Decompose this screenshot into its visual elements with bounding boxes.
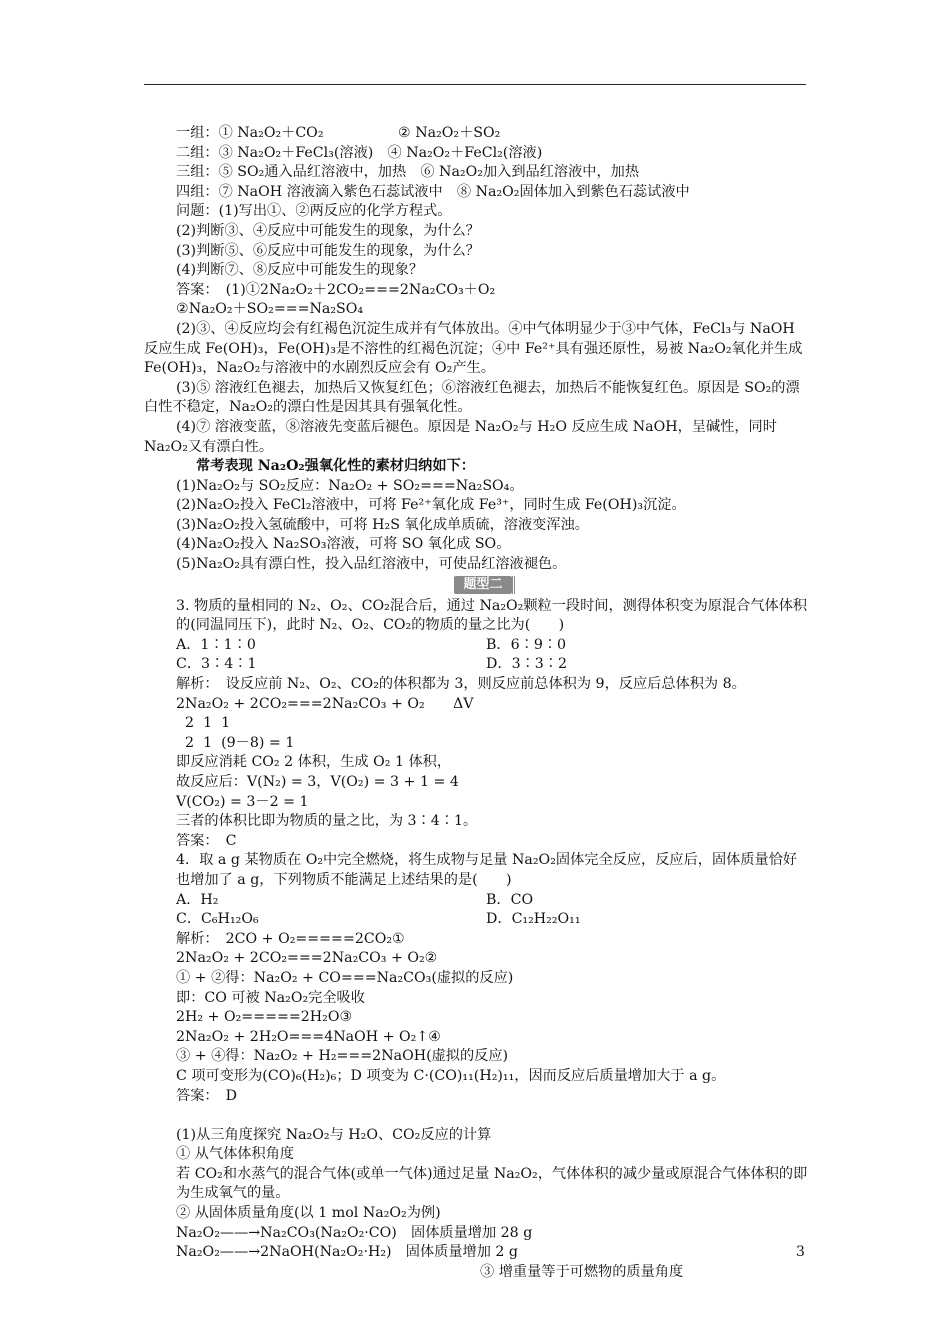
options-row <box>176 910 808 930</box>
text-line: (3)Na₂O₂投入氢硫酸中，可将 H₂S 氧化成单质硫，溶液变浑浊。 <box>176 516 589 533</box>
text-line: ② 从固体质量角度(以 1 mol Na₂O₂为例) <box>176 1205 441 1222</box>
page-number: 3 <box>796 1244 805 1260</box>
text-line: 四组：⑦ NaOH 溶液滴入紫色石蕊试液中 ⑧ Na₂O₂固体加入到紫色石蕊试液中 <box>176 183 690 200</box>
option-d: D．C₁₂H₂₂O₁₁ <box>486 911 581 928</box>
group-1-line <box>176 124 808 144</box>
equation-line: Na₂O₂——→2NaOH(Na₂O₂·H₂) 固体质量增加 2 g <box>176 1244 519 1261</box>
text-line: ② Na₂O₂＋SO₂ <box>398 125 501 141</box>
solution-line: V(CO₂) = 3－2 = 1 <box>176 793 309 810</box>
text-line: ③ 增重量等于可燃物的质量角度 <box>480 1263 684 1280</box>
text-line: 二组：③ Na₂O₂＋FeCl₃(溶液) ④ Na₂O₂＋FeCl₂(溶液) <box>176 144 543 161</box>
solution-line: 故反应后：V(N₂) = 3，V(O₂) = 3 + 1 = 4 <box>176 774 459 790</box>
text-line: 三组：⑤ SO₂通入品红溶液中，加热 ⑥ Na₂O₂加入到品红溶液中，加热 <box>176 164 640 181</box>
option-c: C．3∶4∶1 <box>176 656 257 673</box>
equation-line: ① + ②得：Na₂O₂ + CO===Na₂CO₃(虚拟的反应) <box>176 969 514 986</box>
solution-line: 即反应消耗 CO₂ 2 体积，生成 O₂ 1 体积， <box>176 754 452 771</box>
equation-line: Na₂O₂——→Na₂CO₃(Na₂O₂·CO) 固体质量增加 28 g <box>176 1224 533 1241</box>
paragraph <box>144 418 808 457</box>
option-b: B．6∶9∶0 <box>486 636 567 653</box>
options-row <box>176 655 808 675</box>
text-line: (3)判断⑤、⑥反应中可能发生的现象，为什么？ <box>176 242 480 259</box>
answer-line: 答案： (1)①2Na₂O₂＋2CO₂===2Na₂CO₃＋O₂ <box>176 281 496 298</box>
text-line: ②Na₂O₂＋SO₂===Na₂SO₄ <box>176 301 364 318</box>
text-line: 一组：① Na₂O₂＋CO₂ <box>176 125 324 141</box>
paragraph-text: 若 CO₂和水蒸气的混合气体(或单一气体)通过足量 Na₂O₂，气体体积的减少量或原混合气体体积的即为生成氧气的量。 <box>176 1165 808 1202</box>
answer-line: 答案： D <box>176 1087 238 1104</box>
options-row <box>176 636 808 656</box>
section-badge-row <box>176 575 808 597</box>
question-text: 4．取 a g 某物质在 O₂中完全燃烧，将生成物与足量 Na₂O₂固体完全反应，反应后，固体质量恰好也增加了 a g，下列物质不能满足上述结果的是( ) <box>176 852 798 888</box>
option-c: C．C₆H₁₂O₆ <box>176 911 259 928</box>
text-line: 问题：(1)写出①、②两反应的化学方程式。 <box>176 203 452 220</box>
equation-line: 2 1 1 <box>176 715 231 732</box>
equation-line: 2Na₂O₂ + 2H₂O===4NaOH + O₂↑④ <box>176 1028 441 1045</box>
equation-line: 2 1 (9－8) = 1 <box>176 734 295 751</box>
header-rule <box>144 84 806 85</box>
solution-line: C 项可变形为(CO)₆(H₂)₆；D 项变为 C·(CO)₁₁(H₂)₁₁，因而反应后质量增加大于 a g。 <box>176 1067 726 1084</box>
text-line: (5)Na₂O₂具有漂白性，投入品红溶液中，可使品红溶液褪色。 <box>176 556 567 573</box>
paragraph <box>144 320 808 379</box>
paragraph <box>144 379 808 418</box>
option-b: B．CO <box>486 891 534 908</box>
equation-line: 2Na₂O₂ + 2CO₂===2Na₂CO₃ + O₂② <box>176 950 438 967</box>
question-4 <box>176 851 808 890</box>
text-line: (4)判断⑦、⑧反应中可能发生的现象？ <box>176 262 424 279</box>
section-badge: 题型二 <box>454 576 512 594</box>
paragraph <box>176 1165 808 1204</box>
blank-line <box>176 1106 808 1126</box>
equation-line: 2H₂ + O₂=====2H₂O③ <box>176 1009 353 1026</box>
equation-line: 2Na₂O₂ + 2CO₂===2Na₂CO₃ + O₂ ΔV <box>176 695 474 712</box>
text-line: (1)Na₂O₂与 SO₂反应：Na₂O₂ + SO₂===Na₂SO₄。 <box>176 477 524 494</box>
document-body <box>144 124 808 1282</box>
option-d: D．3∶3∶2 <box>486 656 568 673</box>
solution-line: 解析： 2CO + O₂=====2CO₂① <box>176 930 405 947</box>
solution-line: 解析： 设反应前 N₂、O₂、CO₂的体积都为 3，则反应前总体积为 9，反应后总体积为 8。 <box>176 676 746 693</box>
question-text: 3. 物质的量相同的 N₂、O₂、CO₂混合后，通过 Na₂O₂颗粒一段时间，测得体积变为原混合气体体积的(同温同压下)，此时 N₂、O₂、CO₂的物质的量之比为( ) <box>176 597 808 634</box>
text-line: ① 从气体体积角度 <box>176 1146 295 1163</box>
solution-line: 三者的体积比即为物质的量之比，为 3∶4∶1。 <box>176 813 478 830</box>
answer-line: 答案： C <box>176 832 237 849</box>
paragraph-text: (4)⑦ 溶液变蓝，⑧溶液先变蓝后褪色。原因是 Na₂O₂与 H₂O 反应生成 NaOH，呈碱性，同时 Na₂O₂又有漂白性。 <box>144 418 777 455</box>
equation-line: ③ + ④得：Na₂O₂ + H₂===2NaOH(虚拟的反应) <box>176 1048 509 1065</box>
option-a: A．1∶1∶0 <box>176 636 256 653</box>
question-3 <box>176 597 808 636</box>
paragraph-text: (3)⑤ 溶液红色褪去，加热后又恢复红色；⑥溶液红色褪去，加热后不能恢复红色。原因是 SO₂的漂白性不稳定，Na₂O₂的漂白性是因其具有强氧化性。 <box>144 379 800 416</box>
text-line: (4)Na₂O₂投入 Na₂SO₃溶液，可将 SO 氧化成 SO。 <box>176 536 511 553</box>
text-line: (1)从三角度探究 Na₂O₂与 H₂O、CO₂反应的计算 <box>176 1126 492 1143</box>
options-row <box>176 891 808 911</box>
option-a: A．H₂ <box>176 891 219 908</box>
summary-heading: 常考表现 Na₂O₂强氧化性的素材归纳如下： <box>196 458 475 475</box>
solution-line: 即：CO 可被 Na₂O₂完全吸收 <box>176 989 365 1006</box>
paragraph-text: (2)③、④反应均会有红褐色沉淀生成并有气体放出。④中气体明显少于③中气体，FeCl₃与 NaOH 反应生成 Fe(OH)₃，Fe(OH)₃是不溶性的红褐色沉淀；④中 Fe²⁺具有强还原性，易被 Na₂O₂氧化并生成 Fe(OH)₃，Na₂O₂与溶液中的水剧烈反应会有 O₂产生。 <box>144 320 803 377</box>
text-line: (2)Na₂O₂投入 FeCl₂溶液中，可将 Fe²⁺氧化成 Fe³⁺，同时生成 Fe(OH)₃沉淀。 <box>176 497 686 514</box>
text-line: (2)判断③、④反应中可能发生的现象，为什么？ <box>176 222 480 239</box>
